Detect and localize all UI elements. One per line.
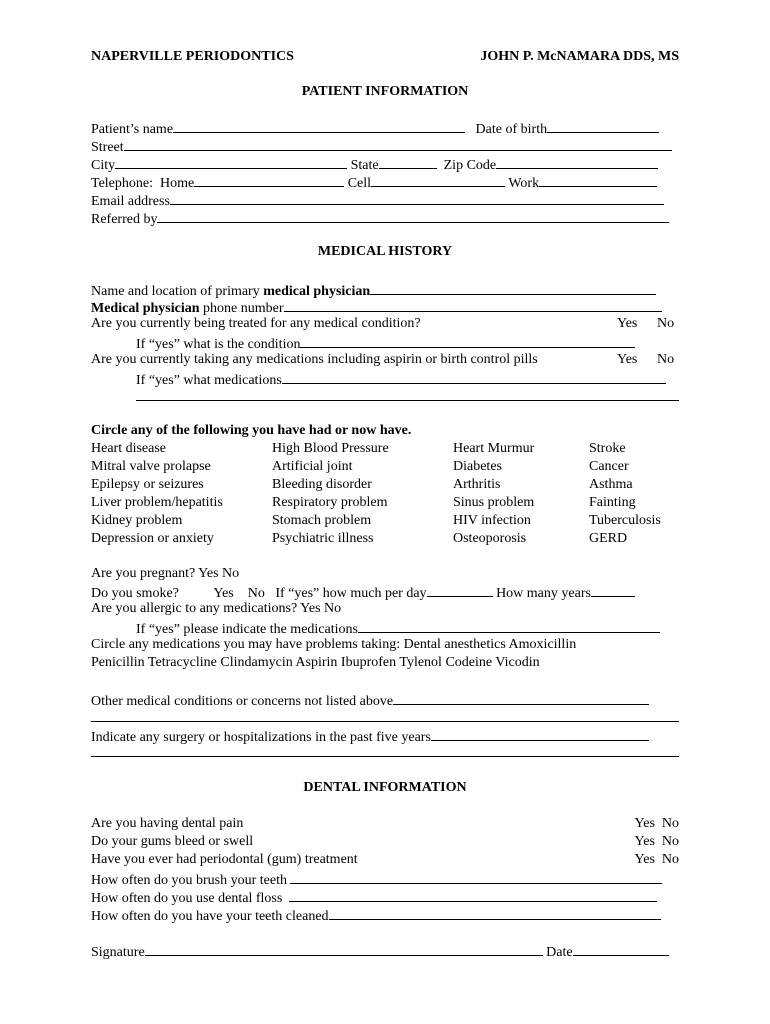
home-phone-field[interactable] (194, 172, 344, 187)
surgery-field[interactable] (431, 726, 649, 741)
perio-row (91, 851, 679, 869)
medications-row (91, 351, 679, 369)
allergic-row[interactable]: Are you allergic to any medications? Yes No (91, 601, 342, 616)
email-row (91, 190, 679, 208)
conditions-title: Circle any of the following you have had or now have. (91, 423, 412, 438)
meds-list-row[interactable]: Penicillin Tetracycline Clindamycin Aspirin Ibuprofen Tylenol Codeine Vicodin (91, 655, 540, 670)
condition-option[interactable]: Tuberculosis (589, 513, 661, 528)
dental-pain-yes-no[interactable]: Yes No (634, 816, 679, 831)
zip-label: Zip Code (443, 158, 497, 173)
state-field[interactable] (379, 154, 437, 169)
signature-row (91, 941, 679, 959)
cleaned-label: How often do you have your teeth cleaned (91, 909, 329, 924)
brush-field[interactable] (290, 869, 662, 884)
medications-yes[interactable]: Yes (617, 352, 638, 367)
floss-label: How often do you use dental floss (91, 891, 283, 906)
other-conditions-label: Other medical conditions or concerns not listed above (91, 694, 394, 709)
condition-option[interactable]: GERD (589, 531, 628, 546)
physician-row (91, 280, 679, 298)
gums-question: Do your gums bleed or swell (91, 834, 254, 849)
dob-field[interactable] (547, 118, 659, 133)
email-field[interactable] (170, 190, 664, 205)
condition-option[interactable]: Osteoporosis (453, 531, 527, 546)
treated-row (91, 315, 679, 333)
signature-label: Signature (91, 945, 145, 960)
medications-followup-label: If “yes” what medications (136, 373, 282, 388)
smoke-question[interactable]: Do you smoke? Yes No If “yes” how much per day (91, 586, 427, 601)
condition-option[interactable]: Diabetes (453, 459, 502, 474)
medications-field[interactable] (282, 369, 666, 384)
physician-field[interactable] (370, 280, 656, 295)
treated-question: Are you currently being treated for any medical condition? (91, 316, 421, 331)
condition-option[interactable]: Heart Murmur (453, 441, 535, 456)
condition-option[interactable]: Epilepsy or seizures (91, 477, 204, 492)
home-phone-label: Telephone: Home (91, 176, 195, 191)
floss-row (91, 887, 679, 905)
email-label: Email address (91, 194, 170, 209)
date-label: Date (546, 945, 573, 960)
smoke-years-field[interactable] (591, 582, 635, 597)
condition-option[interactable]: Psychiatric illness (272, 531, 374, 546)
allergic-followup-label: If “yes” please indicate the medications (136, 622, 358, 637)
gums-yes-no[interactable]: Yes No (634, 834, 679, 849)
condition-option[interactable]: Artificial joint (272, 459, 353, 474)
medications-extra-line[interactable] (136, 400, 679, 401)
physician-label: Name and location of primary (91, 284, 264, 299)
condition-option[interactable]: HIV infection (453, 513, 531, 528)
street-row (91, 136, 679, 154)
signature-date-field[interactable] (573, 941, 669, 956)
patient-name-label: Patient’s name (91, 122, 174, 137)
smoke-row (91, 582, 679, 600)
physician-phone-label: phone number (199, 301, 284, 316)
physician-label-bold: medical physician (263, 284, 371, 299)
referred-label: Referred by (91, 212, 158, 227)
telephone-row (91, 172, 679, 190)
work-field[interactable] (539, 172, 657, 187)
physician-phone-label-bold: Medical physician (91, 301, 200, 316)
condition-option[interactable]: Liver problem/hepatitis (91, 495, 223, 510)
condition-option[interactable]: Asthma (589, 477, 633, 492)
dob-label: Date of birth (475, 122, 548, 137)
doctor-name: JOHN P. McNAMARA DDS, MS (480, 49, 679, 64)
pregnant-row[interactable]: Are you pregnant? Yes No (91, 566, 240, 581)
allergic-followup-row (136, 618, 679, 636)
smoke-years-label: How many years (496, 586, 591, 601)
signature-field[interactable] (145, 941, 543, 956)
condition-option[interactable]: Sinus problem (453, 495, 535, 510)
smoke-per-day-field[interactable] (427, 582, 493, 597)
condition-option[interactable]: Cancer (589, 459, 629, 474)
floss-field[interactable] (289, 887, 657, 902)
city-label: City (91, 158, 116, 173)
condition-option[interactable]: Bleeding disorder (272, 477, 372, 492)
surgery-row (91, 726, 679, 744)
treated-followup-row (136, 333, 679, 351)
referred-field[interactable] (157, 208, 669, 223)
condition-option[interactable]: Fainting (589, 495, 636, 510)
surgery-extra-line[interactable] (91, 756, 679, 757)
referred-row (91, 208, 679, 226)
condition-option[interactable]: Arthritis (453, 477, 501, 492)
practice-name: NAPERVILLE PERIODONTICS (91, 49, 294, 64)
cleaned-row (91, 905, 679, 923)
cleaned-field[interactable] (329, 905, 661, 920)
cell-label: Cell (347, 176, 372, 191)
other-conditions-row (91, 690, 679, 708)
condition-option[interactable]: Mitral valve prolapse (91, 459, 211, 474)
patient-info-title: PATIENT INFORMATION (301, 84, 469, 99)
cell-field[interactable] (371, 172, 505, 187)
condition-option[interactable]: Kidney problem (91, 513, 183, 528)
circle-meds-row[interactable]: Circle any medications you may have problems taking: Dental anesthetics Amoxicillin (91, 637, 577, 652)
surgery-label: Indicate any surgery or hospitalizations in the past five years (91, 730, 431, 745)
street-field[interactable] (124, 136, 672, 151)
condition-option[interactable]: Heart disease (91, 441, 167, 456)
medical-history-title: MEDICAL HISTORY (317, 244, 453, 259)
brush-row (91, 869, 679, 887)
condition-option[interactable]: Stroke (589, 441, 626, 456)
condition-option[interactable]: Stomach problem (272, 513, 372, 528)
work-label: Work (508, 176, 540, 191)
condition-option[interactable]: High Blood Pressure (272, 441, 389, 456)
physician-phone-row (91, 297, 679, 315)
city-row (91, 154, 679, 172)
allergic-meds-field[interactable] (358, 618, 660, 633)
dental-pain-question: Are you having dental pain (91, 816, 244, 831)
treated-no[interactable]: No (657, 316, 675, 331)
street-label: Street (91, 140, 124, 155)
medications-followup-row (136, 369, 679, 387)
treated-yes[interactable]: Yes (617, 316, 638, 331)
treated-followup-label: If “yes” what is the condition (136, 337, 301, 352)
treated-condition-field[interactable] (300, 333, 635, 348)
other-conditions-field[interactable] (393, 690, 649, 705)
condition-option[interactable]: Respiratory problem (272, 495, 388, 510)
patient-name-field[interactable] (173, 118, 465, 133)
form-header (91, 48, 679, 66)
other-conditions-extra-line[interactable] (91, 721, 679, 722)
state-label: State (350, 158, 379, 173)
physician-phone-field[interactable] (284, 297, 662, 312)
gums-row (91, 833, 679, 851)
zip-field[interactable] (496, 154, 658, 169)
dental-info-title: DENTAL INFORMATION (303, 780, 467, 795)
perio-yes-no[interactable]: Yes No (634, 852, 679, 867)
patient-name-row (91, 118, 679, 136)
condition-option[interactable]: Depression or anxiety (91, 531, 214, 546)
city-field[interactable] (115, 154, 347, 169)
medications-question: Are you currently taking any medications including aspirin or birth control pills (91, 352, 538, 367)
dental-pain-row (91, 815, 679, 833)
medications-no[interactable]: No (657, 352, 675, 367)
brush-label: How often do you brush your teeth (91, 873, 287, 888)
perio-question: Have you ever had periodontal (gum) treatment (91, 852, 358, 867)
